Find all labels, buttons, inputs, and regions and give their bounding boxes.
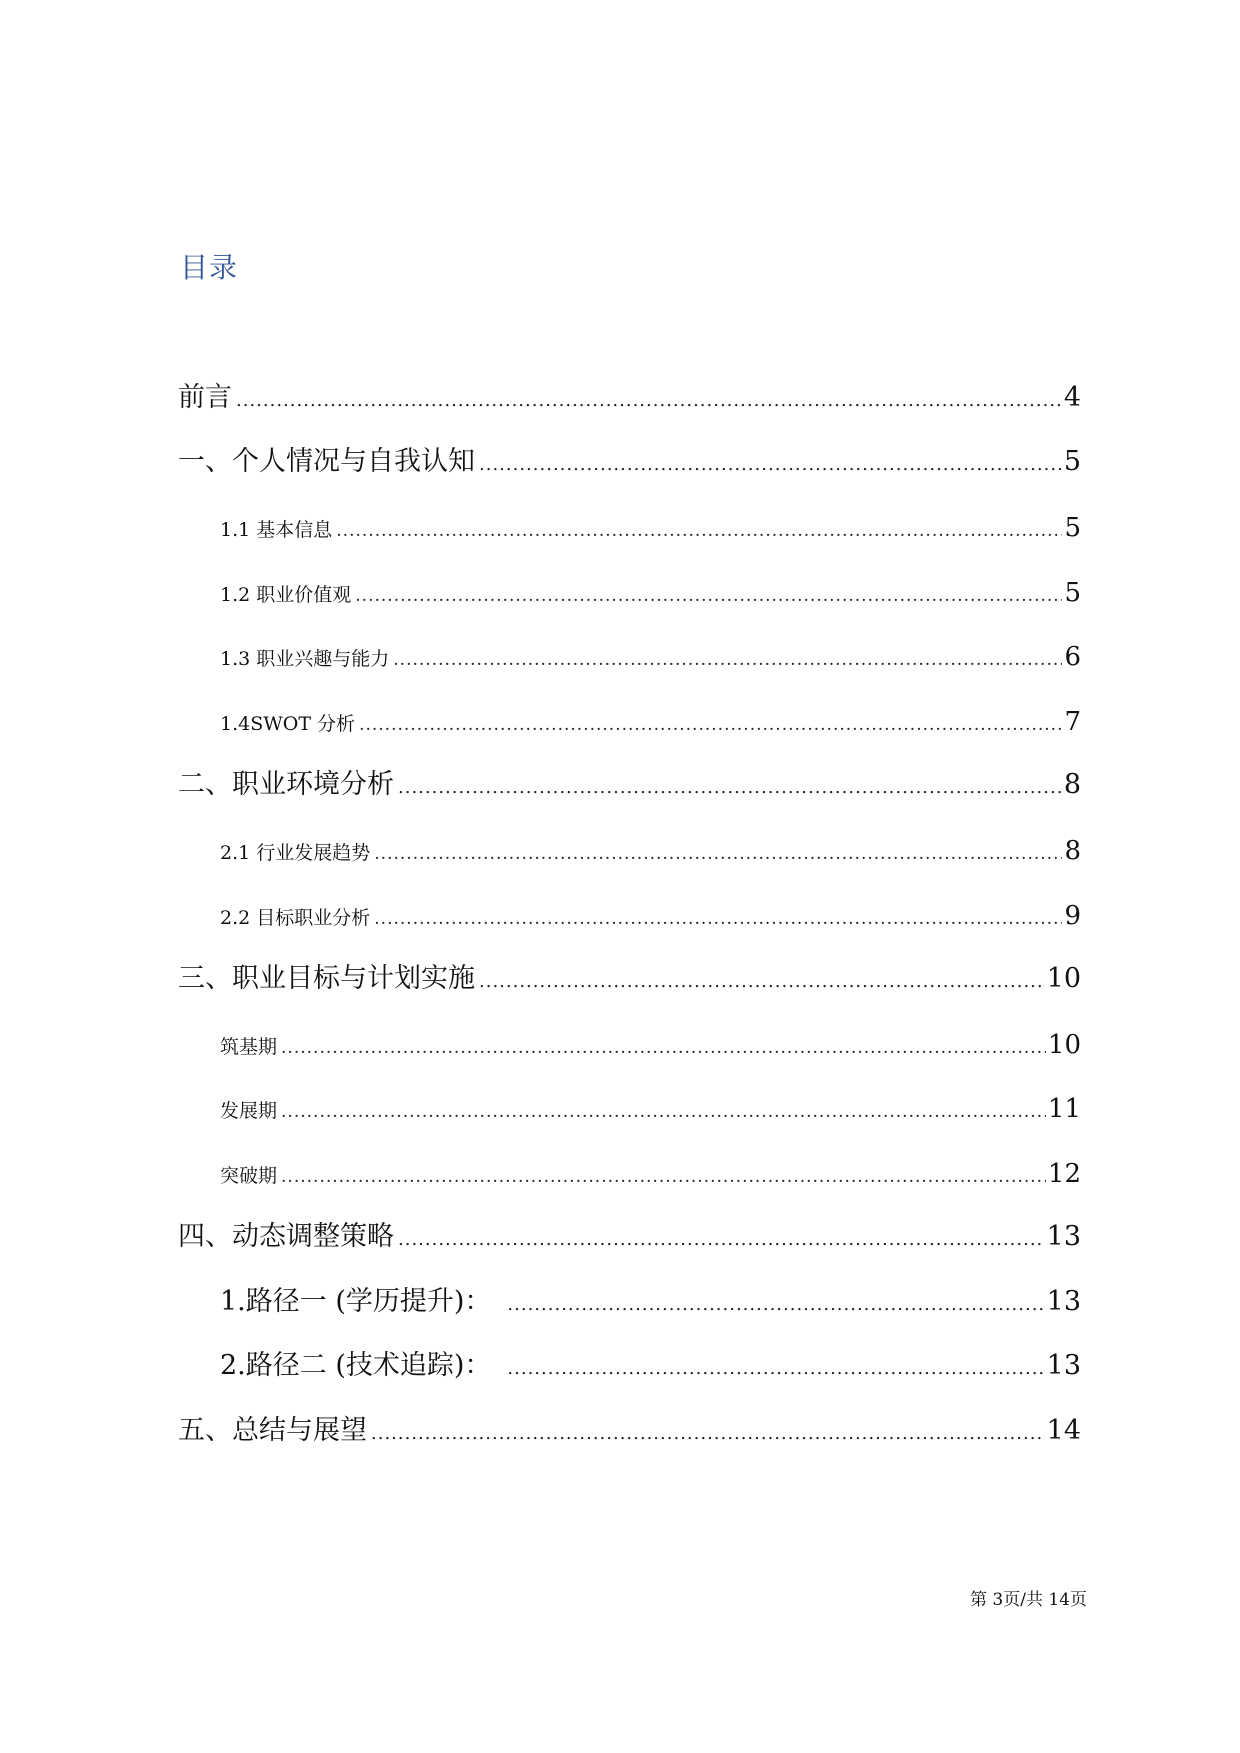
toc-entry-label: 1.1 基本信息 xyxy=(220,519,333,541)
toc-entry-3-3[interactable] xyxy=(220,1159,1081,1192)
dot-leader xyxy=(479,447,1062,483)
toc-entry-label: 1.4SWOT 分析 xyxy=(220,713,356,735)
toc-entry-label: 1.2 职业价值观 xyxy=(220,584,352,606)
toc-entry-2-1[interactable] xyxy=(220,836,1081,869)
dot-leader xyxy=(507,1351,1044,1387)
toc-entry-1-4[interactable] xyxy=(220,707,1081,740)
dot-leader xyxy=(336,516,1062,546)
dot-leader xyxy=(359,710,1062,740)
toc-entry-label: 发展期 xyxy=(220,1100,278,1122)
dot-leader xyxy=(393,645,1062,675)
toc-entry-page: 8 xyxy=(1063,769,1081,800)
page-footer: 第 3页/共 14页 xyxy=(970,1590,1087,1610)
toc-entry-label: 突破期 xyxy=(220,1165,278,1187)
toc-entry-label: 筑基期 xyxy=(220,1036,278,1058)
toc-entry-label: 前言 xyxy=(178,382,232,413)
dot-leader xyxy=(236,383,1062,419)
toc-entry-page: 7 xyxy=(1064,707,1081,737)
toc-entry-label: 2.1 行业发展趋势 xyxy=(220,842,371,864)
toc-entry-page: 11 xyxy=(1047,1094,1081,1124)
toc-entry-page: 5 xyxy=(1064,513,1081,543)
dot-leader xyxy=(371,1416,1045,1452)
toc-entry-preface[interactable] xyxy=(178,380,1081,419)
toc-entry-label: 四、动态调整策略 xyxy=(178,1221,394,1252)
toc-entry-label: 二、职业环境分析 xyxy=(178,769,394,800)
dot-leader xyxy=(281,1097,1046,1127)
toc-entry-label: 五、总结与展望 xyxy=(178,1415,367,1446)
toc-entry-1-2[interactable] xyxy=(220,578,1081,611)
dot-leader xyxy=(374,839,1062,869)
toc-entry-page: 12 xyxy=(1047,1159,1081,1189)
toc-entry-section-4[interactable] xyxy=(178,1219,1081,1258)
toc-entry-label: 1.路径一 (学历提升)： xyxy=(220,1286,492,1317)
toc-entry-page: 13 xyxy=(1046,1221,1081,1252)
toc-entry-section-1[interactable] xyxy=(178,444,1081,483)
dot-leader xyxy=(374,904,1062,934)
toc-entry-label: 三、职业目标与计划实施 xyxy=(178,963,475,994)
toc-entry-4-1[interactable] xyxy=(220,1284,1081,1323)
dot-leader xyxy=(507,1287,1044,1323)
dot-leader xyxy=(479,964,1045,1000)
toc-entry-page: 10 xyxy=(1047,1030,1081,1060)
toc-entry-4-2[interactable] xyxy=(220,1348,1081,1387)
toc-entry-label: 2.路径二 (技术追踪)： xyxy=(220,1350,492,1381)
toc-entry-1-1[interactable] xyxy=(220,513,1081,546)
toc-entry-page: 10 xyxy=(1046,963,1081,994)
toc-entry-page: 9 xyxy=(1064,901,1081,931)
toc-entry-3-2[interactable] xyxy=(220,1094,1081,1127)
toc-entry-label: 1.3 职业兴趣与能力 xyxy=(220,648,390,670)
toc-entry-1-3[interactable] xyxy=(220,642,1081,675)
toc-entry-page: 13 xyxy=(1046,1350,1081,1381)
toc-entry-label: 2.2 目标职业分析 xyxy=(220,907,371,929)
toc-entry-label: 一、个人情况与自我认知 xyxy=(178,446,475,477)
dot-leader xyxy=(281,1162,1046,1192)
toc-entry-page: 13 xyxy=(1046,1286,1081,1317)
toc-entry-section-2[interactable] xyxy=(178,767,1081,806)
toc-entry-3-1[interactable] xyxy=(220,1030,1081,1063)
toc-entry-page: 5 xyxy=(1063,446,1081,477)
toc-entry-page: 14 xyxy=(1046,1415,1081,1446)
toc-entry-2-2[interactable] xyxy=(220,901,1081,934)
toc-entry-page: 6 xyxy=(1064,642,1081,672)
toc-entry-page: 5 xyxy=(1064,578,1081,608)
toc-entry-page: 4 xyxy=(1063,382,1081,413)
toc-entry-page: 8 xyxy=(1064,836,1081,866)
dot-leader xyxy=(281,1033,1046,1063)
dot-leader xyxy=(398,1222,1045,1258)
dot-leader xyxy=(355,581,1062,611)
toc-title: 目录 xyxy=(180,251,239,284)
dot-leader xyxy=(398,770,1062,806)
toc-entry-section-3[interactable] xyxy=(178,961,1081,1000)
toc-entry-section-5[interactable] xyxy=(178,1413,1081,1452)
